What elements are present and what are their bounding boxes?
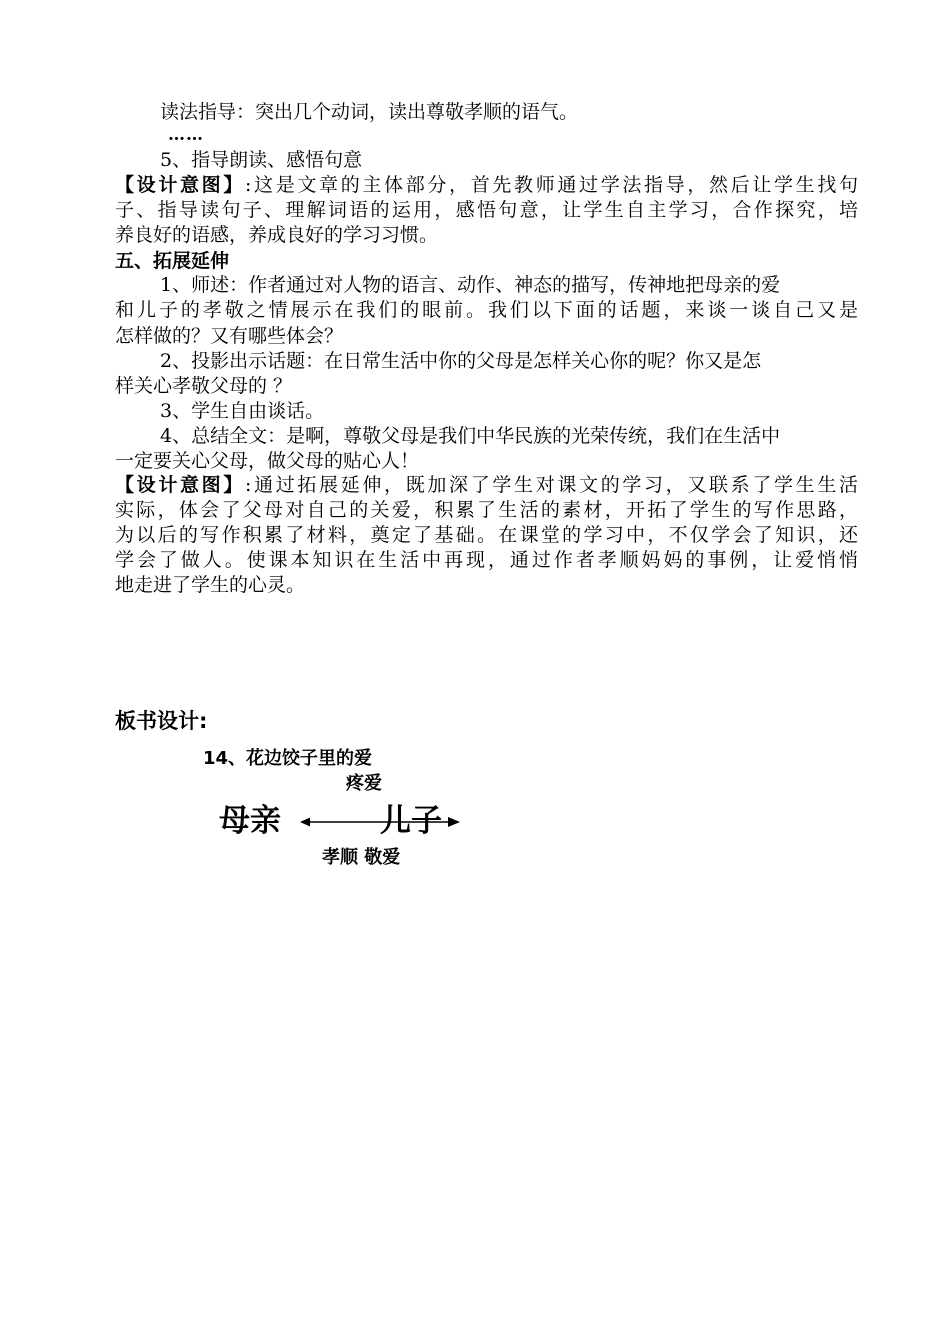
paragraph-4-line-1: 4、总结全文：是啊，尊敬父母是我们中华民族的光荣传统，我们在生活中 xyxy=(160,425,781,447)
design-intent-1-line-1 xyxy=(115,173,858,198)
paragraph-3: 3、学生自由谈话。 xyxy=(160,400,325,422)
board-left-label: 母亲 xyxy=(219,803,281,839)
section-5-title: 五、拓展延伸 xyxy=(115,250,230,272)
board-title: 14、花边饺子里的爱 xyxy=(203,748,373,769)
design-intent-text: :通过拓展延伸，既加深了学生对课文的学习，又联系了学生生活 xyxy=(245,474,858,496)
reading-guide: 读法指导：突出几个动词，读出尊敬孝顺的语气。 xyxy=(160,101,579,123)
step-5: 5、指导朗读、感悟句意 xyxy=(160,149,363,171)
design-intent-2-line-4: 学会了做人。使课本知识在生活中再现，通过作者孝顺妈妈的事例，让爱悄悄 xyxy=(115,549,858,571)
design-intent-label: 【设计意图】 xyxy=(115,474,245,496)
design-intent-2-line-2: 实际，体会了父母对自己的关爱，积累了生活的素材，开拓了学生的写作思路， xyxy=(115,499,858,521)
board-right-label: 儿子 xyxy=(380,803,442,839)
paragraph-1-line-2: 和儿子的孝敬之情展示在我们的眼前。我们以下面的话题，来谈一谈自己又是 xyxy=(115,299,858,321)
design-intent-1-line-3: 养良好的语感，养成良好的学习习惯。 xyxy=(115,224,439,246)
ellipsis: …… xyxy=(168,125,204,145)
paragraph-2-line-1: 2、投影出示话题：在日常生活中你的父母是怎样关心你的呢？你又是怎 xyxy=(160,350,762,372)
paragraph-1-line-1: 1、师述：作者通过对人物的语言、动作、神态的描写，传神地把母亲的爱 xyxy=(160,274,781,296)
board-design-heading: 板书设计: xyxy=(115,709,208,733)
design-intent-1-line-2: 子、指导读句子、理解词语的运用，感悟句意，让学生自主学习，合作探究，培 xyxy=(115,199,858,221)
design-intent-text: :这是文章的主体部分，首先教师通过学法指导，然后让学生找句 xyxy=(245,174,858,196)
board-bottom-label: 孝顺 敬爱 xyxy=(322,847,401,868)
paragraph-1-line-3: 怎样做的？又有哪些体会？ xyxy=(115,325,344,347)
design-intent-2-line-5: 地走进了学生的心灵。 xyxy=(115,574,306,596)
board-top-label: 疼爱 xyxy=(346,773,382,794)
design-intent-2-line-3: 为以后的写作积累了材料，奠定了基础。在课堂的学习中，不仅学会了知识，还 xyxy=(115,524,858,546)
paragraph-2-line-2: 样关心孝敬父母的 ？ xyxy=(115,375,293,397)
design-intent-label: 【设计意图】 xyxy=(115,174,245,196)
paragraph-4-line-2: 一定要关心父母，做父母的贴心人！ xyxy=(115,450,420,472)
design-intent-2-line-1 xyxy=(115,473,858,498)
